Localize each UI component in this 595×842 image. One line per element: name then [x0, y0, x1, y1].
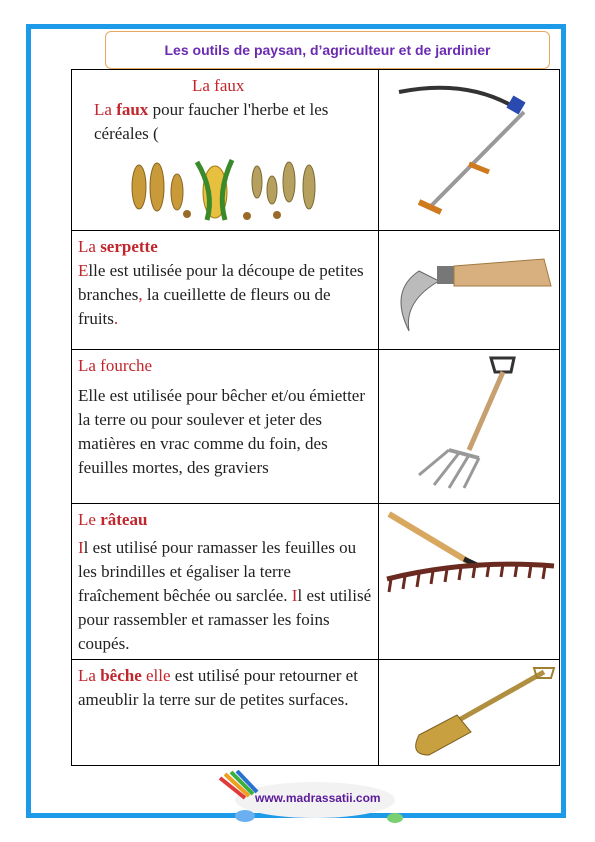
- rake-icon: [379, 504, 559, 659]
- table-row-fourche: [71, 349, 560, 503]
- fourche-heading: La fourche: [78, 356, 153, 375]
- beche-text: La bêche elle est utilisé pour retourner et ameublir la terre sur de petites surfaces.: [72, 660, 379, 765]
- fourche-text: [72, 350, 379, 503]
- footer-url[interactable]: www.madrassatii.com: [255, 791, 381, 805]
- rateau-image: [379, 504, 559, 659]
- rateau-text: Le râteau Il est utilisé pour ramasser les feuilles ou les brindilles et égaliser la terre fraîchement bêchée ou sarclée. Il est utilisé pour rassembler et ramasser les foins coupés.: [72, 504, 379, 659]
- serpette-text: La serpette Elle est utilisée pour la découpe de petites branches, la cueillette de fleurs ou de fruits.: [72, 231, 379, 349]
- spade-icon: [379, 660, 559, 765]
- faux-image: [379, 70, 559, 230]
- table-row-rateau: [71, 503, 560, 659]
- tools-table: [71, 69, 560, 766]
- pitchfork-icon: [379, 350, 559, 503]
- table-row-serpette: [71, 230, 560, 349]
- table-row-beche: [71, 659, 560, 766]
- faux-heading: La faux: [192, 76, 245, 95]
- fourche-image: [379, 350, 559, 503]
- faux-text: [72, 70, 379, 230]
- table-row-faux: [71, 69, 560, 230]
- footer-logo: [215, 770, 405, 825]
- fourche-desc: Elle est utilisée pour bêcher et/ou émietter la terre ou pour soulever et jeter des matières en vrac comme du foin, des feuilles mortes, des graviers: [78, 386, 365, 477]
- faux-desc: La faux pour faucher l'herbe et les céréales (: [94, 100, 329, 143]
- serpette-image: [379, 231, 559, 349]
- beche-image: [379, 660, 559, 765]
- scythe-icon: [379, 70, 559, 230]
- page-title: Les outils de paysan, d’agriculteur et de jardinier: [105, 31, 550, 69]
- cereals-illustration: [127, 152, 327, 222]
- billhook-icon: [379, 231, 559, 349]
